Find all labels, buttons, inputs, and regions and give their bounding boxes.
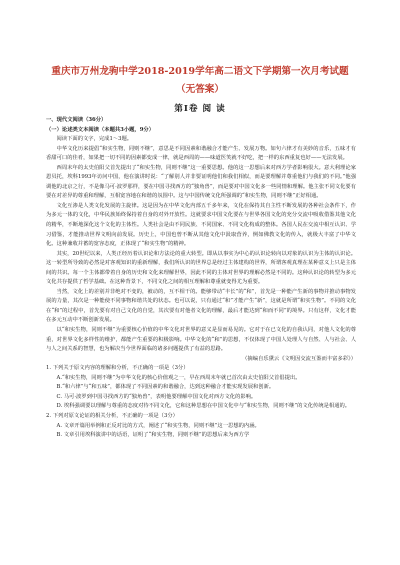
paragraph-4: 其实，20世纪以来，人类正经历着认识论和方法论的重大转型。即从以事实为中心的认识论转向以对象的认识为主体的认识论。这一转型所导致的必然是对客观知识的重新理解，我们所认识的世界总是经过主体建构的世界，所谓客观真理在某种意义上只是主体间的共识。每一个主体都带着自身的历史和文化来理解世界，因此不同的主体对世界的理解必然是不同的。这种认识论的转型为多元文化共存提供了哲学基础。在这种背景下，不同文化之间的相互理解和尊重就变得尤为重要。 <box>46 250 356 286</box>
question-1-option-c: C. 马可·波罗到中国寻找西方的“独角兽”，表明他要理解中国文化对西方文化的影响。 <box>56 393 257 400</box>
instruction-text: 阅读下面的文字，完成1～3题。 <box>56 136 133 143</box>
paragraph-3: 文化互渗是人类文化发展的主旋律。这是因为在中华文化内部五千多年来，文化在保持其自主性不断发展的各种社会条件下，作为多元一体的文化，中华民族始终保持着自身的对外开放性。这就要求中国文化要在与世界各国文化的充分交流中吸收借鉴其他文化的精华，不断地深化这个文化的主体性。人类社会是由不同民族、不同国家、不同文化构成的整体。各国人民在交流中相互认识、学习借鉴，才能推动世界文明向前发展。历史上，中国也曾不断从其他文化中汲取营养，例如佛教文化的传入，就极大丰富了中华文化。这种兼收并蓄的宽容态度，正体现了“和实生物”的精神。 <box>46 202 356 248</box>
subsection-heading: （一）论述类文本阅读（本题共3小题，9分） <box>46 126 155 133</box>
exam-body <box>46 116 356 441</box>
question-1: 1. 下列关于原文内容的理解和分析，不正确的一项是（3分） <box>46 365 189 372</box>
part-heading: 一、现代文阅读（36分） <box>46 117 107 123</box>
paragraph-2: 西周末年的太史伯阳父首先提出了“和实生物，同则不继”这一重要思想。他的这一思想后来对西方学者影响很大。意大利理论家恩贝托，埃科1993年访问中国，他在演讲时说：“了解别人并非要证明他们和我们相似，而是要理解并尊重他们与我们的不同。”他强调他的北京之行，不是像马可·波罗那样，要在中国寻找西方的“独角兽”，而是要对中国文化多一些同情和理解。他主张不同文化要有要在对差异的尊重和理解，互相宽容地在和谐的氛围中。这与中国传统文化所强调的“和实生物，同则不继”正好相通。 <box>46 164 356 200</box>
exam-title: 重庆市万州龙驹中学2018-2019学年高二语文下学期第一次月考试题 <box>51 66 349 77</box>
question-1-option-b: B.“和六律”与“和五味”，都体现了不同因素的和谐融合，达到这种融合才能实现发展和创新。 <box>56 384 275 391</box>
paragraph-6: 以“和实生物，同则不继”为重要核心价值的中华文化对世界的意义是显而易见的。它对于在已文化的自我认同，对他人文化的尊重，对世界文化多样性的维护，都能产生重要的积极影响。中华文化的“和”的思想，不仅体现了中国人处理人与自然、人与社会、人与人之间关系的智慧，也为解决当今世界面临的诸多问题提供了有益的思路。 <box>46 327 356 353</box>
question-2: 2. 下列对原文论证的相关分析，不正确的一项是（3分） <box>46 412 178 419</box>
question-1-option-a: A.“和实生物，同则不继”为中华文化的核心价值观之一，早在西周末年就已首次由太史伯阳父首倡提出。 <box>56 374 301 381</box>
source-citation: （摘编自乐黛云《文明因交流互鉴而丰富多彩》） <box>242 355 356 362</box>
question-2-option-a: A. 文章开篇用举例和正反对比的方式，阐述了“和实生物，同则不继”这一思想的内涵。 <box>56 422 260 429</box>
paragraph-5: 当然，文化上的差别并非绝对不变的，被动的，互不相干的。能够带动“丰长”的“和”，首先是一种能产生新的事物并推动事物发展的力量，其次是一种能使不同事物和谐共处的状态。也可以说，只有通过“和”才能产生“新”，这就是所谓“和实生物”。不同的文化在“和”的过程中，首先要有对自己文化的自觉，其次要有对他者文化的理解，最后才能达到“和而不同”的境界。只有这样，文化才能在多元互动中不断创新发展。 <box>46 288 356 324</box>
exam-subtitle: （无答案） <box>176 84 224 95</box>
question-1-option-d: D. 埃科强调要以理解与尊重的态度对待不同文化，它和这种思想在中国文化中与“和实生物，同则不继”的文化传统是相通的。 <box>56 403 351 410</box>
paragraph-1: 中华文化历来提倡“和实生物，同则不继”，意思是不同因素和谐融合才能产生、发展万物。如句六律才有美妙的音乐，五味才有香甜可口的佳肴，如果把一切不同的因素都变成一律，就是西周的——味道医笑就不好吃，把一样的东西重复也好——无法发展。 <box>46 145 356 162</box>
question-2-option-b: B. 文章引用埃科演讲中的话语，证明了“和实生物，同则不继”的思想后来为西方学 <box>56 432 250 439</box>
section-heading: 第Ⅰ卷 阅 读 <box>174 104 226 114</box>
